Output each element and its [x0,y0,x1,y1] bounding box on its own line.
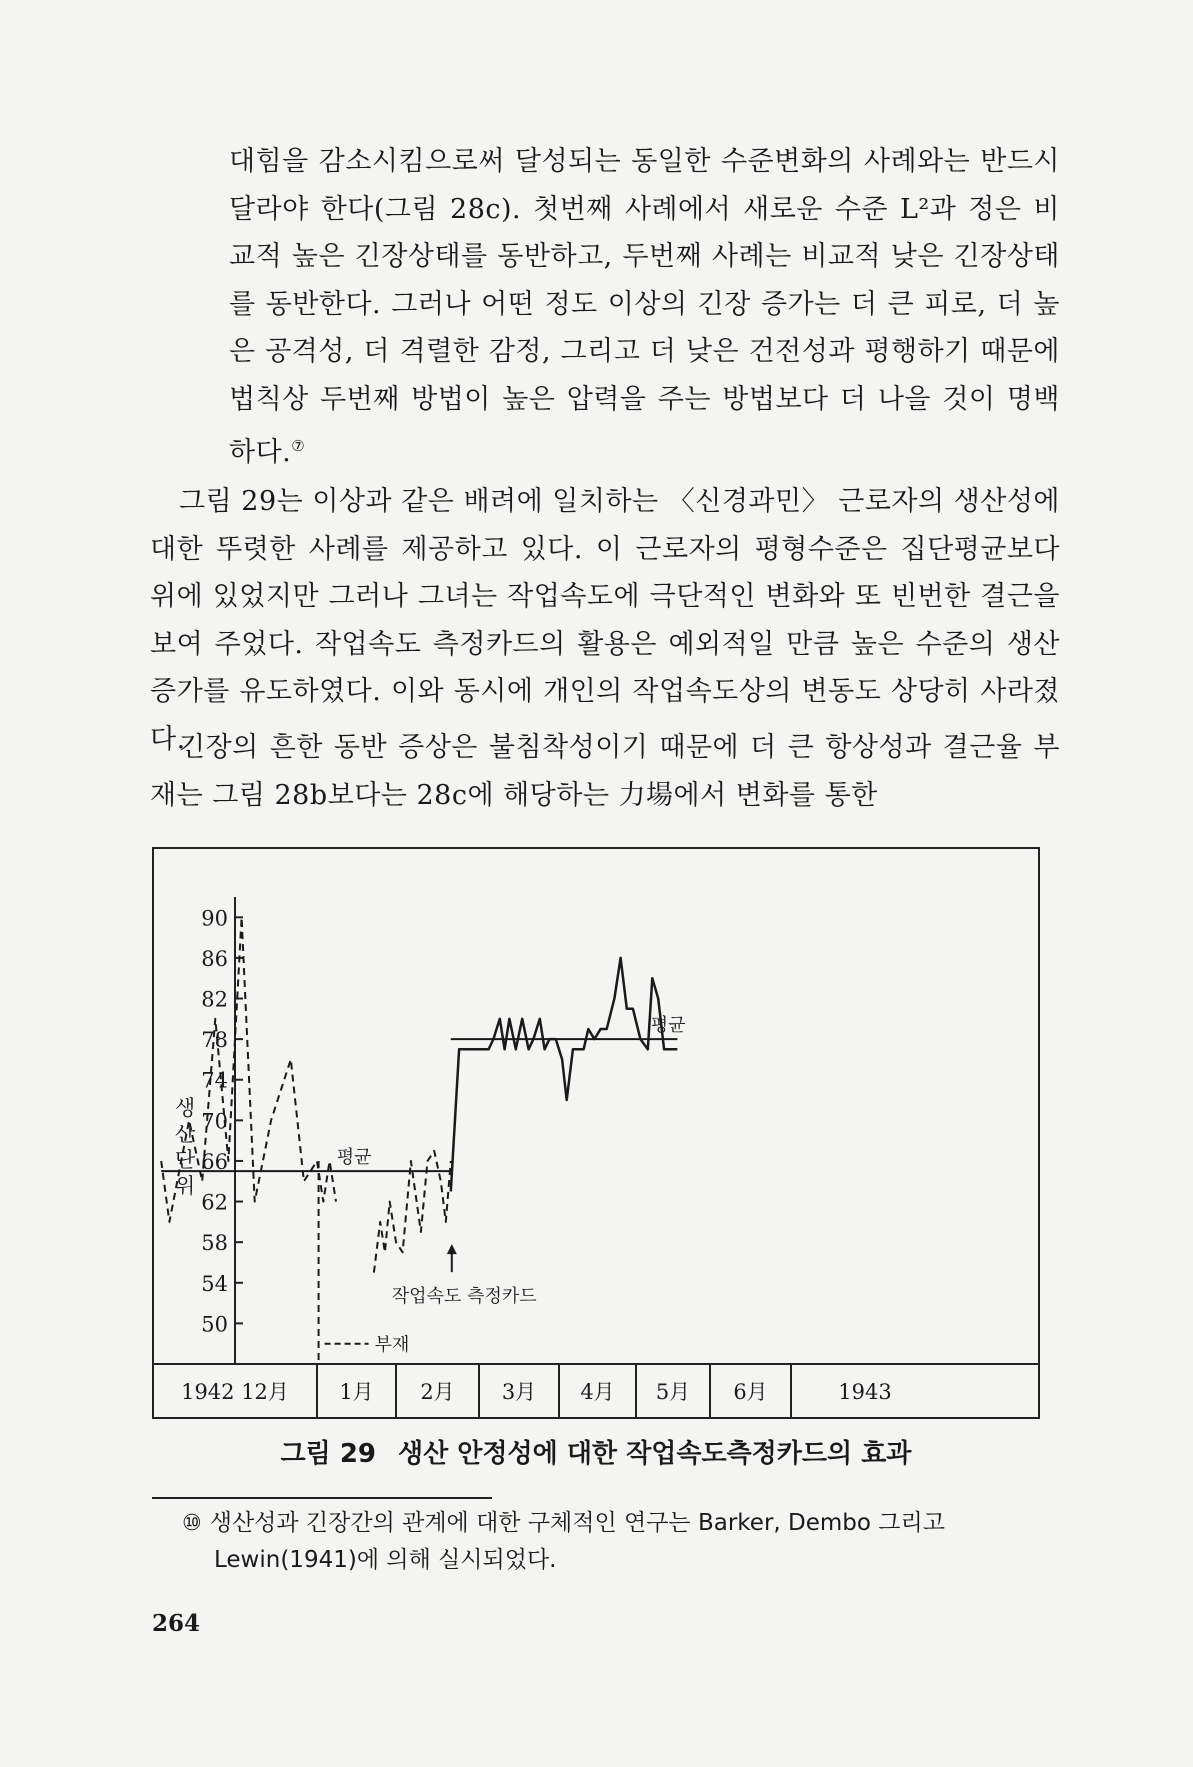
card-arrow-head [447,1244,457,1254]
footnote-divider [152,1497,492,1499]
body-paragraph-3: 긴장의 흔한 동반 증상은 불침착성이기 때문에 더 큰 항상성과 결근율 부재는 그림 28b보다는 28c에 해당하는 力場에서 변화를 통한 [150,732,1060,811]
footnote-line-1: 생산성과 긴장간의 관계에 대한 구체적인 연구는 Barker, Dembo 그리고 [209,1510,945,1536]
body-paragraph-2: 그림 29는 이상과 같은 배려에 일치하는 〈신경과민〉 근로자의 생산성에 대한 뚜렷한 사례를 제공하고 있다. 이 근로자의 평형수준은 집단평균보다 위에 있었지만 그러나 그녀는 작업속도에 극단적인 변화와 또 빈번한 결근을 보여 주었다. 작업속도 측정카드의 활용은 예외적일 만큼 높은 수준의 생산증가를 유도하였다. 이와 동시에 개인의 작업속도상의 변동도 상당히 사라졌다. [150,486,1060,755]
y-label-char: 단 [174,1148,196,1172]
body-paragraph-1 [229,138,1060,477]
y-tick-label-66: 66 [201,1149,228,1174]
footnote-reference[interactable]: ⑦ [291,437,306,455]
chart-annotations [319,1161,537,1364]
caption-text: 생산 안정성에 대한 작업속도측정카드의 효과 [398,1439,912,1469]
y-label-char: 산 [174,1122,196,1146]
y-label-char: 생 [174,1096,196,1120]
footnote [182,1505,1062,1579]
absence-legend-label: 부재 [374,1334,410,1356]
series-line-2 [374,1151,451,1273]
paragraph-1-text: 대힘을 감소시킴으로써 달성되는 동일한 수준변화의 사례와는 반드시 달라야 한다(그림 28c). 첫번째 사례에서 새로운 수준 L²과 정은 비교적 높은 긴장상태를 동반하고, 두번째 사례는 비교적 낮은 긴장상태를 동반한다. 그러나 어떤 정도 이상의 긴장 증가는 더 큰 피로, 더 높은 공격성, 더 격렬한 감정, 그리고 더 낮은 건전성과 평행하기 때문에 법칙상 두번째 방법이 높은 압력을 주는 방법보다 더 나을 것이 명백하다. [229,146,1060,468]
footnote-line-2: Lewin(1941)에 의해 실시되었다. [214,1547,557,1573]
mean-line-label-2: 평균 [650,1015,686,1037]
caption-number: 그림 29 [280,1439,377,1469]
month-label: 3月 [501,1380,537,1404]
figure-caption [152,1433,1040,1470]
y-tick-label-86: 86 [201,946,228,971]
month-label: 5月 [655,1380,691,1404]
y-label-char: 위 [174,1174,196,1198]
figure-29 [152,847,1040,1419]
card-annotation-label: 작업속도 측정카드 [391,1286,537,1308]
data-series [161,917,677,1272]
y-axis-ticks [201,906,243,1336]
y-tick-label-54: 54 [201,1271,228,1296]
month-axis [181,1364,892,1418]
mean-lines [161,1014,685,1171]
footnote-mark: ⑩ [182,1511,202,1536]
chart-frame [153,848,1039,1418]
production-chart [152,847,1040,1419]
y-tick-label-74: 74 [201,1068,228,1093]
month-label: 1月 [339,1380,374,1404]
y-tick-label-70: 70 [201,1109,228,1134]
month-label: 2月 [420,1380,455,1404]
mean-line-label-1: 평균 [336,1147,372,1169]
y-tick-label-62: 62 [201,1190,228,1215]
y-tick-label-58: 58 [201,1231,228,1256]
y-tick-label-78: 78 [201,1028,228,1053]
month-label: 1942 12月 [181,1380,289,1404]
month-label: 1943 [838,1380,892,1404]
y-tick-label-82: 82 [201,987,228,1012]
month-label: 4月 [580,1380,615,1404]
y-tick-label-90: 90 [201,906,228,931]
month-label: 6月 [733,1380,768,1404]
y-tick-label-50: 50 [201,1312,228,1337]
series-line-3 [451,958,678,1192]
page-number: 264 [152,1610,201,1637]
